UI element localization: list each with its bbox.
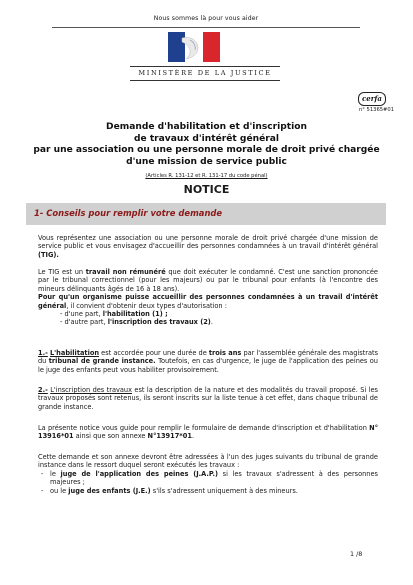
paragraph-inscription <box>38 386 378 411</box>
habilitation-text-e: Toutefois, en cas d'urgence, le juge de l'application des peines ou le juge des enfants peut vous habiliter provisoirement. <box>38 357 378 374</box>
item-text: si les travaux s'adressent à des personnes majeures ; <box>50 469 378 487</box>
tig-text-a: Le TIG est un <box>38 268 86 276</box>
duration: trois ans <box>208 349 242 357</box>
habilitation-text-a: est accordée pour une durée de <box>99 349 209 357</box>
list-item <box>38 310 378 318</box>
legal-reference-text: (Articles R. 131-12 et R. 131-17 du code pénal) <box>145 173 268 179</box>
title-line-1: Demande d'habilitation et d'inscription <box>106 122 307 132</box>
page-number: 1 /8 <box>350 550 363 558</box>
authorization-text: , il convient d'obtenir deux types d'autorisation : <box>66 301 227 310</box>
form-ref-text-c: ainsi que son annexe <box>73 432 148 441</box>
title-line-3: par une association ou une personne morale de droit privé chargée <box>33 145 380 155</box>
ministry-rule-top <box>130 66 280 67</box>
paragraph-form-ref <box>38 424 378 441</box>
marianne-logo <box>168 32 220 62</box>
legal-reference <box>30 173 383 179</box>
habilitation-label: L'habilitation <box>49 349 100 357</box>
list-item <box>50 487 378 495</box>
item-prefix: ou le <box>50 486 69 495</box>
authorization-intro: Pour qu'un organisme puisse accueillir des personnes condamnées à un travail d'intérêt général <box>38 293 378 310</box>
habilitation-ref: l'habilitation (1) ; <box>102 310 168 319</box>
title-line-2: de travaux d'intérêt général <box>133 133 279 144</box>
item-text: s'ils s'adressent uniquement à des mineurs. <box>150 486 298 495</box>
ministry-name: MINISTÈRE DE LA JUSTICE <box>138 69 272 77</box>
form-ref-text-a: La présente notice vous guide pour remplir le formulaire de demande d'inscription et d'habilitation <box>38 424 370 432</box>
inscription-ref: l'inscription des travaux (2) <box>107 318 211 327</box>
paragraph-intro <box>38 234 378 259</box>
ministry-block <box>110 66 300 81</box>
form-number: n° 51365#01 <box>359 107 394 113</box>
section-heading: 1- Conseils pour remplir votre demande <box>34 208 223 218</box>
form-number-1: N° 13916*01 <box>38 424 378 441</box>
item-prefix: le <box>50 469 61 478</box>
paragraph-habilitation <box>38 349 378 374</box>
item-prefix: - d'une part, <box>60 310 103 319</box>
form-ref-text-e: . <box>191 432 195 441</box>
ministry-rule-bottom <box>130 80 280 81</box>
section-banner <box>26 203 386 225</box>
tribunal: tribunal de grande instance. <box>48 357 156 366</box>
habilitation-text-c: par l'assemblée générale des magistrats du <box>38 349 379 366</box>
item-suffix: . <box>210 318 213 327</box>
title-line-4: d'une mission de service public <box>126 156 287 167</box>
document-title <box>30 122 383 168</box>
cerfa-logo: cerfa <box>358 92 386 106</box>
jap: juge de l'application des peines (J.A.P.) <box>60 469 219 478</box>
paragraph-tig <box>38 268 378 327</box>
tig-abbr: (TIG). <box>38 250 59 259</box>
je: juge des enfants (J.E.) <box>68 486 151 495</box>
form-number-2: N°13917*01 <box>147 432 192 441</box>
item-prefix: - d'autre part, <box>60 318 108 327</box>
num-2: 2.- <box>38 386 48 394</box>
tig-unpaid: travail non rémunéré <box>85 268 166 276</box>
tig-text-c: que doit exécuter le condamné. C'est une sanction prononcée par le tribunal correctionnel (pour les majeurs) ou par le tribunal pour enfants (à l'encontre des mineurs délinquants âgés de 16 à 18 ans). <box>38 268 378 293</box>
judges-intro: Cette demande et son annexe devront être adressées à l'un des juges suivants du tribunal de grande instance dans le ressort duquel seront exécutés les travaux : <box>38 453 378 470</box>
judges-list <box>38 470 378 495</box>
list-item <box>50 470 378 487</box>
inscription-text: est la description de la nature et des modalités du travail proposé. Si les travaux proposés sont retenus, ils seront inscrits sur la liste tenue à cet effet, dans chaque tribunal de grande instance. <box>38 386 378 411</box>
num-1: 1.- <box>38 349 48 357</box>
inscription-label: L'inscription des travaux <box>50 386 133 394</box>
notice-heading: NOTICE <box>183 183 230 196</box>
intro-text: Vous représentez une association ou une personne morale de droit privé chargée d'une mission de service public et vous envisagez d'accueillir des personnes condamnées à un travail d'intérêt général <box>38 234 378 251</box>
header-topbar: Nous sommes là pour vous aider <box>52 14 360 28</box>
list-item <box>38 318 378 326</box>
paragraph-judges <box>38 453 378 495</box>
